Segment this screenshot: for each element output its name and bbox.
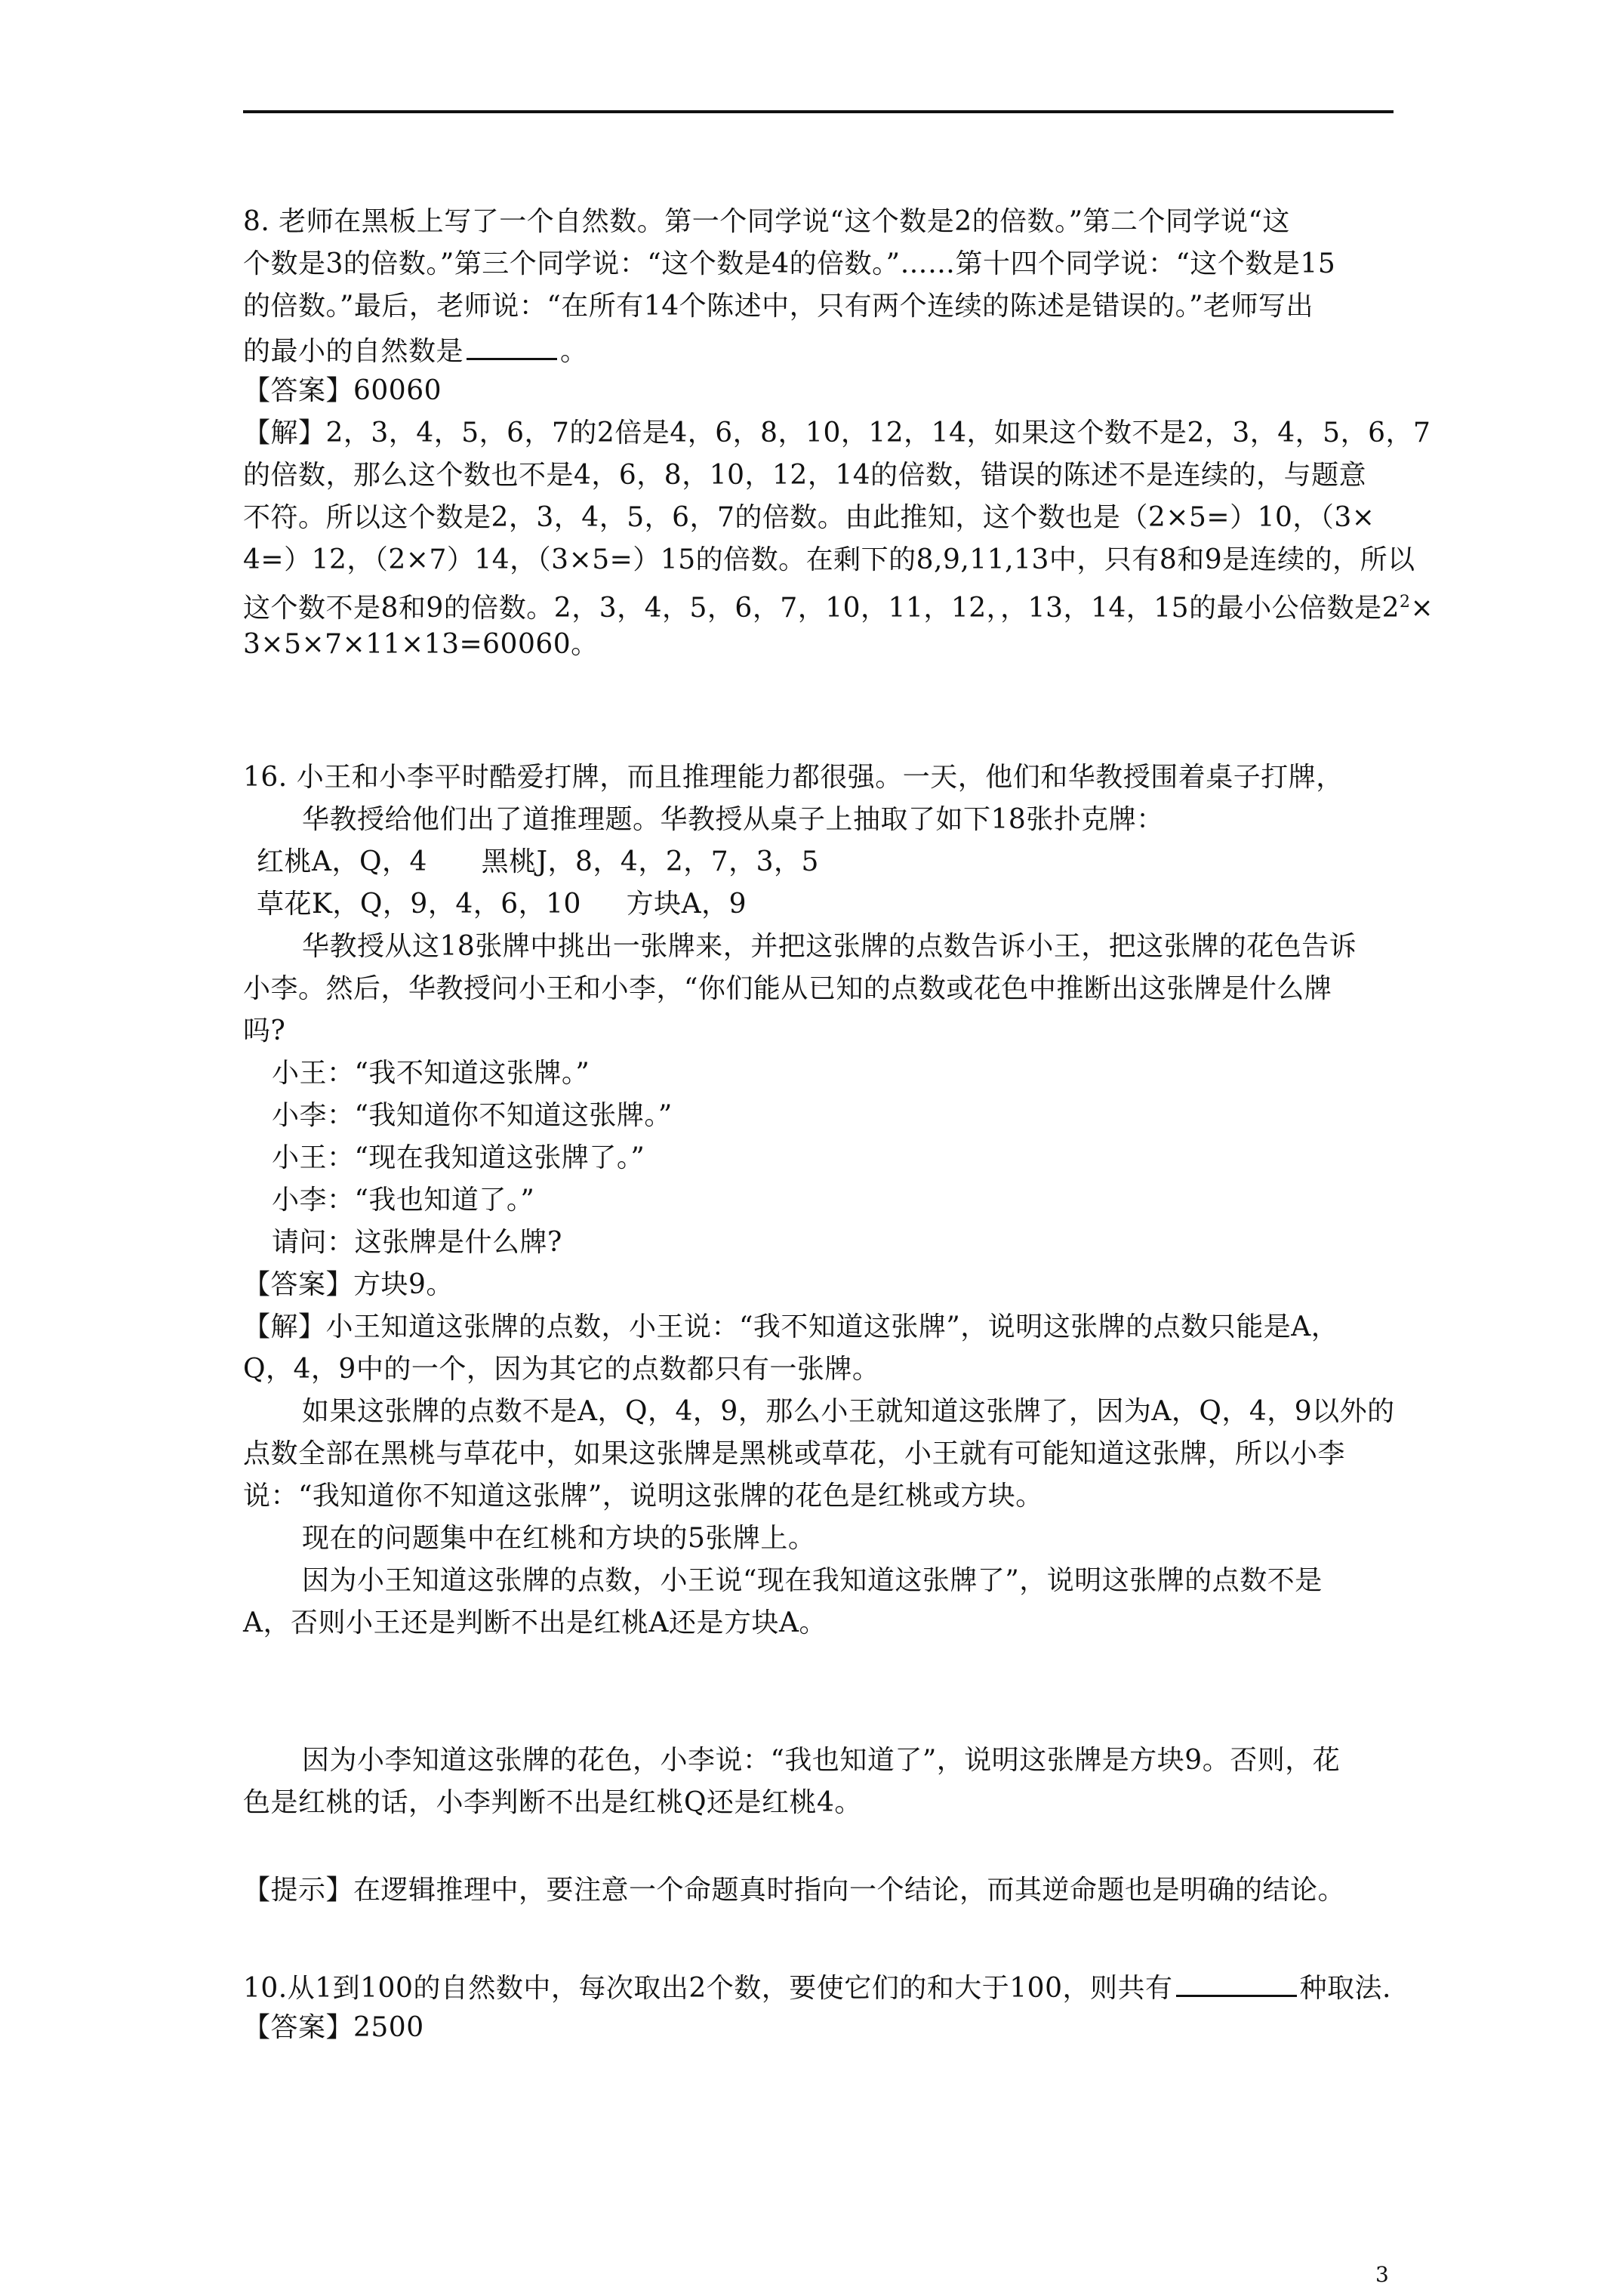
q8-solution-6: 3×5×7×11×13=60060。 [243,629,599,660]
q8-line-2: 个数是3的倍数。”第三个同学说：“这个数是4的倍数。”……第十四个同学说：“这个数是15 [243,248,1336,279]
q8-line-1: 8. 老师在黑板上写了一个自然数。第一个同学说“这个数是2的倍数。”第二个同学说“这 [243,206,1290,237]
q16-hint: 【提示】在逻辑推理中，要注意一个命题真时指向一个结论，而其逆命题也是明确的结论。 [243,1875,1346,1906]
q16-solution-8: A，否则小王还是判断不出是红桃A还是方块A。 [243,1607,827,1638]
q16-line-7: 吗? [243,1015,286,1046]
q8-solution-5-text: 这个数不是8和9的倍数。2，3，4，5，6，7，10，11，12，，13，14，15的最小公倍数是2 [243,593,1400,624]
q16-solution-4: 点数全部在黑桃与草花中，如果这张牌是黑桃或草花，小王就有可能知道这张牌，所以小李 [243,1438,1346,1469]
q8-line-4-text: 的最小的自然数是 [243,336,464,367]
q16-line-2: 华教授给他们出了道推理题。华教授从桌子上抽取了如下18张扑克牌： [302,804,1164,835]
q8-solution-4: 4=）12，（2×7）14，（3×5=）15的倍数。在剩下的8,9,11,13中，只有8和9是连续的，所以 [243,544,1415,575]
q10-question-text: 10.从1到100的自然数中，每次取出2个数，要使它们的和大于100，则共有 [243,1973,1173,2004]
q16-solution-3: 如果这张牌的点数不是A，Q，4，9，那么小王就知道这张牌了，因为A，Q，4，9以外的 [302,1396,1395,1427]
q16-solution-6: 现在的问题集中在红桃和方块的5张牌上。 [302,1523,816,1554]
header-rule [243,110,1394,113]
q16-cards-2: 草花K，Q，9，4，6，10 方块A，9 [257,889,747,920]
page-number: 3 [1375,2262,1389,2287]
q16-solution-7: 因为小王知道这张牌的点数，小王说“现在我知道这张牌了”，说明这张牌的点数不是 [302,1565,1323,1596]
answer-blank [467,328,557,360]
q8-answer: 【答案】60060 [243,375,442,406]
q16-line-5: 华教授从这18张牌中挑出一张牌来，并把这张牌的点数告诉小王，把这张牌的花色告诉 [302,931,1357,962]
q8-solution-1: 【解】2，3，4，5，6，7的2倍是4，6，8，10，12，14，如果这个数不是2，3，4，5，6，7 [243,418,1431,448]
q16-question: 请问：这张牌是什么牌? [272,1227,562,1258]
q16-solution-10: 色是红桃的话，小李判断不出是红桃Q还是红桃4。 [243,1787,862,1818]
q10-question-tail: 种取法. [1299,1973,1391,2004]
times-sign: × [1410,593,1434,624]
q16-solution-5: 说：“我知道你不知道这张牌”，说明这张牌的花色是红桃或方块。 [243,1481,1043,1512]
q8-solution-5 [243,581,1434,630]
q16-line-1: 16. 小王和小李平时酷爱打牌，而且推理能力都很强。一天，他们和华教授围着桌子打牌， [243,762,1344,793]
q16-solution-9: 因为小李知道这张牌的花色，小李说：“我也知道了”，说明这张牌是方块9。否则，花 [302,1745,1341,1776]
answer-blank [1176,1965,1297,1997]
q10-answer: 【答案】2500 [243,2012,424,2043]
q16-solution-2: Q，4，9中的一个，因为其它的点数都只有一张牌。 [243,1354,880,1385]
q16-dialog-4: 小李：“我也知道了。” [272,1185,535,1216]
q8-line-4-tail: 。 [560,336,588,367]
exponent: 2 [1400,593,1411,612]
q16-dialog-1: 小王：“我不知道这张牌。” [272,1058,590,1089]
q16-line-6: 小李。然后，华教授问小王和小李，“你们能从已知的点数或花色中推断出这张牌是什么牌 [243,973,1332,1004]
q16-cards-1: 红桃A，Q，4 黑桃J，8，4，2，7，3，5 [257,846,819,877]
q8-solution-2: 的倍数，那么这个数也不是4，6，8，10，12，14的倍数，错误的陈述不是连续的，与题意 [243,460,1367,491]
q8-solution-3: 不符。所以这个数是2，3，4，5，6，7的倍数。由此推知，这个数也是（2×5=）10，（3× [243,502,1375,533]
q16-solution-1: 【解】小王知道这张牌的点数，小王说：“我不知道这张牌”，说明这张牌的点数只能是A， [243,1311,1339,1342]
q16-dialog-2: 小李：“我知道你不知道这张牌。” [272,1100,673,1131]
q16-dialog-3: 小王：“现在我知道这张牌了。” [272,1142,645,1173]
q16-answer: 【答案】方块9。 [243,1269,454,1300]
q8-line-3: 的倍数。”最后，老师说：“在所有14个陈述中，只有两个连续的陈述是错误的。”老师写出 [243,291,1314,322]
q8-line-4 [243,328,588,373]
q10-question [243,1965,1391,2010]
